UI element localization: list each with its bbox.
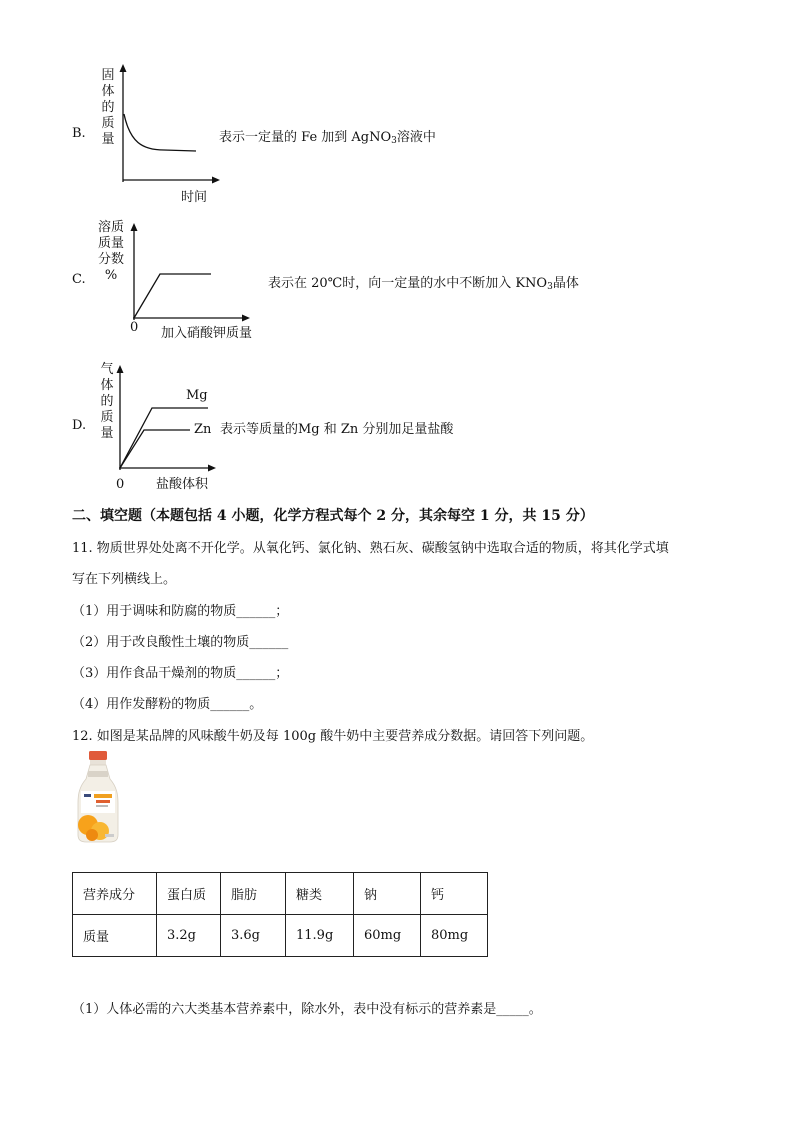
table-cell: 60mg xyxy=(354,915,421,957)
q11-item-1: （1）用于调味和防腐的物质______； xyxy=(72,604,289,619)
option-c-description xyxy=(268,272,579,292)
c-x-arrow xyxy=(242,315,250,322)
b-curve xyxy=(124,114,196,151)
table-cell: 脂肪 xyxy=(221,873,286,915)
ylabel-line: 分数 xyxy=(97,252,124,267)
q11-item-2: （2）用于改良酸性土壤的物质______ xyxy=(72,635,289,650)
table-cell: 糖类 xyxy=(286,873,354,915)
ylabel-char: 的 xyxy=(101,100,115,115)
table-cell: 钠 xyxy=(354,873,421,915)
option-d-description: 表示等质量的Mg 和 Zn 分别加足量盐酸 xyxy=(220,422,454,437)
ylabel-char: 体 xyxy=(101,84,115,99)
desc-text: 晶体 xyxy=(552,276,579,291)
c-line xyxy=(134,274,211,318)
d-line-mg xyxy=(120,408,208,468)
section-2-title: 二、填空题（本题包括 4 小题，化学方程式每个 2 分，其余每空 1 分，共 15 分） xyxy=(72,508,594,524)
option-d-xlabel: 盐酸体积 xyxy=(156,477,209,492)
q11-stem-line1: 11. 物质世界处处离不开化学。从氧化钙、氯化钠、熟石灰、碳酸氢钠中选取合适的物质，将其化学式填 xyxy=(72,541,669,556)
d-series-label-mg: Mg xyxy=(186,388,208,403)
q11-item-4: （4）用作发酵粉的物质______。 xyxy=(72,697,263,712)
desc-text: 表示在 20℃时，向一定量的水中不断加入 KNO xyxy=(268,276,548,291)
option-d-origin: 0 xyxy=(116,477,125,492)
table-cell: 3.6g xyxy=(221,915,286,957)
table-row xyxy=(73,915,488,957)
q12-stem: 12. 如图是某品牌的风味酸牛奶及每 100g 酸牛奶中主要营养成分数据。请回答下列问题。 xyxy=(72,729,594,744)
table-cell: 质量 xyxy=(73,915,157,957)
option-d-letter: D. xyxy=(72,418,87,433)
ylabel-char: 气 xyxy=(100,362,114,377)
option-b-graph xyxy=(112,62,222,186)
ylabel-char: 量 xyxy=(101,132,115,147)
table-row xyxy=(73,873,488,915)
ylabel-char: 质 xyxy=(100,410,114,425)
ylabel-char: 体 xyxy=(100,378,114,393)
table-cell: 80mg xyxy=(421,915,488,957)
ylabel-char: 固 xyxy=(101,68,115,83)
q11-stem-line2: 写在下列横线上。 xyxy=(72,572,177,587)
d-x-arrow xyxy=(208,465,216,472)
d-y-arrow xyxy=(117,365,124,373)
option-c-graph xyxy=(122,220,252,324)
option-c-xlabel: 加入硝酸钾质量 xyxy=(161,326,253,341)
q11-item-3: （3）用作食品干燥剂的物质______； xyxy=(72,666,289,681)
table-cell: 11.9g xyxy=(286,915,354,957)
option-b-description xyxy=(219,126,436,146)
desc-text: 表示一定量的 Fe 加到 AgNO xyxy=(219,130,392,145)
q12-sub-1: （1）人体必需的六大类基本营养素中，除水外，表中没有标示的营养素是_____。 xyxy=(72,1002,542,1017)
b-y-arrow xyxy=(120,64,127,72)
nutrition-table xyxy=(72,872,488,957)
table-cell: 营养成分 xyxy=(73,873,157,915)
d-series-label-zn: Zn xyxy=(194,422,212,437)
ylabel-line: 质量 xyxy=(97,236,124,251)
option-b-letter: B. xyxy=(72,126,86,141)
ylabel-line: % xyxy=(104,268,118,283)
table-cell: 钙 xyxy=(421,873,488,915)
desc-subscript: 3 xyxy=(547,282,553,292)
option-c-letter: C. xyxy=(72,272,86,287)
desc-text: 溶液中 xyxy=(396,130,436,145)
table-cell: 3.2g xyxy=(157,915,221,957)
ylabel-char: 量 xyxy=(100,426,114,441)
c-y-arrow xyxy=(131,223,138,231)
yogurt-bottle-image xyxy=(72,751,124,843)
b-x-arrow xyxy=(212,177,220,184)
option-c-origin: 0 xyxy=(130,320,139,335)
ylabel-line: 溶质 xyxy=(97,220,124,235)
desc-subscript: 3 xyxy=(391,136,397,146)
option-d-graph xyxy=(110,362,220,472)
option-b-xlabel: 时间 xyxy=(181,190,208,205)
ylabel-char: 质 xyxy=(101,116,115,131)
ylabel-char: 的 xyxy=(100,394,114,409)
table-cell: 蛋白质 xyxy=(157,873,221,915)
